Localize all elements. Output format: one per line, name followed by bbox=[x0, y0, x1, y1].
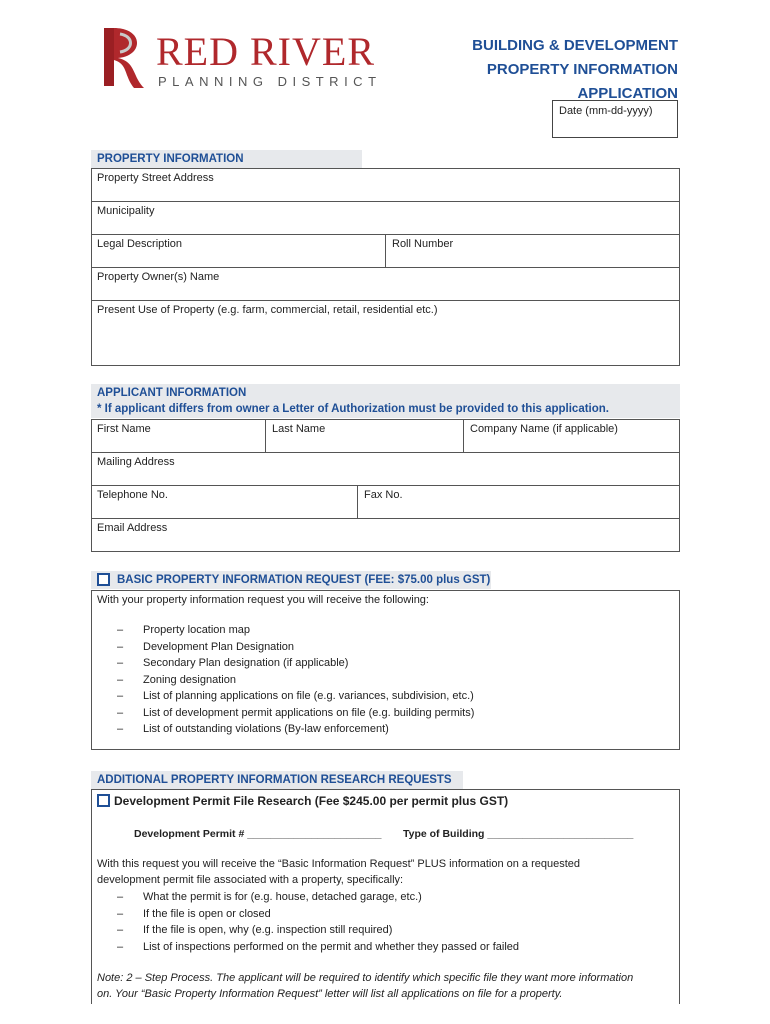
dp-permit-number-field[interactable]: Development Permit # _______________________ bbox=[134, 828, 382, 840]
fax-field[interactable] bbox=[358, 486, 680, 518]
roll-number-label: Roll Number bbox=[392, 238, 454, 250]
telephone-field[interactable] bbox=[91, 486, 357, 518]
list-item: – What the permit is for (e.g. house, detached garage, etc.) bbox=[117, 891, 422, 903]
logo-mark-icon bbox=[100, 26, 152, 90]
title-line-1: BUILDING & DEVELOPMENT bbox=[472, 37, 678, 54]
municipality-field[interactable] bbox=[91, 202, 680, 234]
dp-research-title: Development Permit File Research (Fee $245.00 per permit plus GST) bbox=[114, 794, 509, 808]
company-name-field[interactable] bbox=[464, 420, 680, 452]
authorization-note: * If applicant differs from owner a Letter of Authorization must be provided to this application. bbox=[97, 403, 609, 415]
two-step-note-line-2: on. Your “Basic Property Information Request” letter will list all applications on file for a property. bbox=[97, 988, 563, 1000]
legal-description-field[interactable] bbox=[91, 235, 385, 267]
mailing-address-label: Mailing Address bbox=[97, 456, 175, 468]
email-label: Email Address bbox=[97, 522, 168, 534]
property-section-heading: PROPERTY INFORMATION bbox=[91, 150, 362, 168]
applicant-heading-text: APPLICANT INFORMATION bbox=[97, 387, 247, 399]
first-name-field[interactable] bbox=[91, 420, 265, 452]
logo-subtitle: PLANNING DISTRICT bbox=[158, 74, 382, 89]
additional-requests-heading: ADDITIONAL PROPERTY INFORMATION RESEARCH REQUESTS bbox=[91, 771, 463, 789]
list-item: – Property location map bbox=[117, 624, 250, 636]
two-step-note-line-1: Note: 2 – Step Process. The applicant will be required to identify which specific file they want more information bbox=[97, 972, 634, 984]
company-name-label: Company Name (if applicable) bbox=[470, 423, 618, 435]
red-river-logo bbox=[100, 24, 390, 94]
owner-name-field[interactable] bbox=[91, 268, 680, 300]
first-name-label: First Name bbox=[97, 423, 151, 435]
list-item: – Secondary Plan designation (if applicable) bbox=[117, 657, 349, 669]
street-address-label: Property Street Address bbox=[97, 172, 214, 184]
email-field[interactable] bbox=[91, 519, 680, 551]
roll-number-field[interactable] bbox=[386, 235, 680, 267]
fax-label: Fax No. bbox=[364, 489, 403, 501]
dp-research-list bbox=[97, 891, 519, 957]
title-line-2: PROPERTY INFORMATION bbox=[486, 61, 678, 78]
last-name-label: Last Name bbox=[272, 423, 326, 435]
date-label: Date (mm-dd-yyyy) bbox=[559, 105, 653, 117]
basic-request-intro: With your property information request you will receive the following: bbox=[97, 594, 429, 606]
street-address-field[interactable] bbox=[91, 168, 680, 202]
present-use-label: Present Use of Property (e.g. farm, commercial, retail, residential etc.) bbox=[97, 304, 438, 316]
dp-intro-line-1: With this request you will receive the “Basic Information Request” PLUS information on a requested bbox=[97, 858, 581, 870]
present-use-field[interactable] bbox=[91, 301, 680, 365]
list-item: – If the file is open, why (e.g. inspection still required) bbox=[117, 924, 393, 936]
municipality-label: Municipality bbox=[97, 205, 155, 217]
title-line-3: APPLICATION bbox=[577, 85, 678, 102]
list-item: – List of inspections performed on the permit and whether they passed or failed bbox=[117, 940, 520, 953]
form-title bbox=[472, 34, 678, 106]
last-name-field[interactable] bbox=[266, 420, 463, 452]
date-field[interactable] bbox=[552, 100, 678, 138]
list-item: – List of development permit applications on file (e.g. building permits) bbox=[117, 706, 475, 719]
list-item: – Zoning designation bbox=[117, 673, 236, 686]
dp-research-checkbox[interactable] bbox=[97, 794, 110, 807]
list-item: – List of outstanding violations (By-law enforcement) bbox=[117, 723, 389, 735]
basic-request-checkbox[interactable] bbox=[97, 573, 110, 586]
legal-description-label: Legal Description bbox=[97, 238, 182, 250]
list-item: – If the file is open or closed bbox=[117, 907, 271, 920]
basic-request-heading: BASIC PROPERTY INFORMATION REQUEST (FEE: $75.00 plus GST) bbox=[91, 571, 491, 589]
basic-request-list bbox=[97, 624, 474, 740]
mailing-address-field[interactable] bbox=[91, 453, 680, 485]
dp-building-type-field[interactable]: Type of Building _________________________ bbox=[403, 828, 634, 840]
telephone-label: Telephone No. bbox=[97, 489, 168, 501]
list-item: – Development Plan Designation bbox=[117, 640, 295, 653]
list-item: – List of planning applications on file (e.g. variances, subdivision, etc.) bbox=[117, 690, 474, 702]
logo-wordmark: RED RIVER bbox=[156, 29, 375, 74]
dp-intro-line-2: development permit file associated with a property, specifically: bbox=[97, 874, 404, 886]
owner-name-label: Property Owner(s) Name bbox=[97, 271, 220, 283]
